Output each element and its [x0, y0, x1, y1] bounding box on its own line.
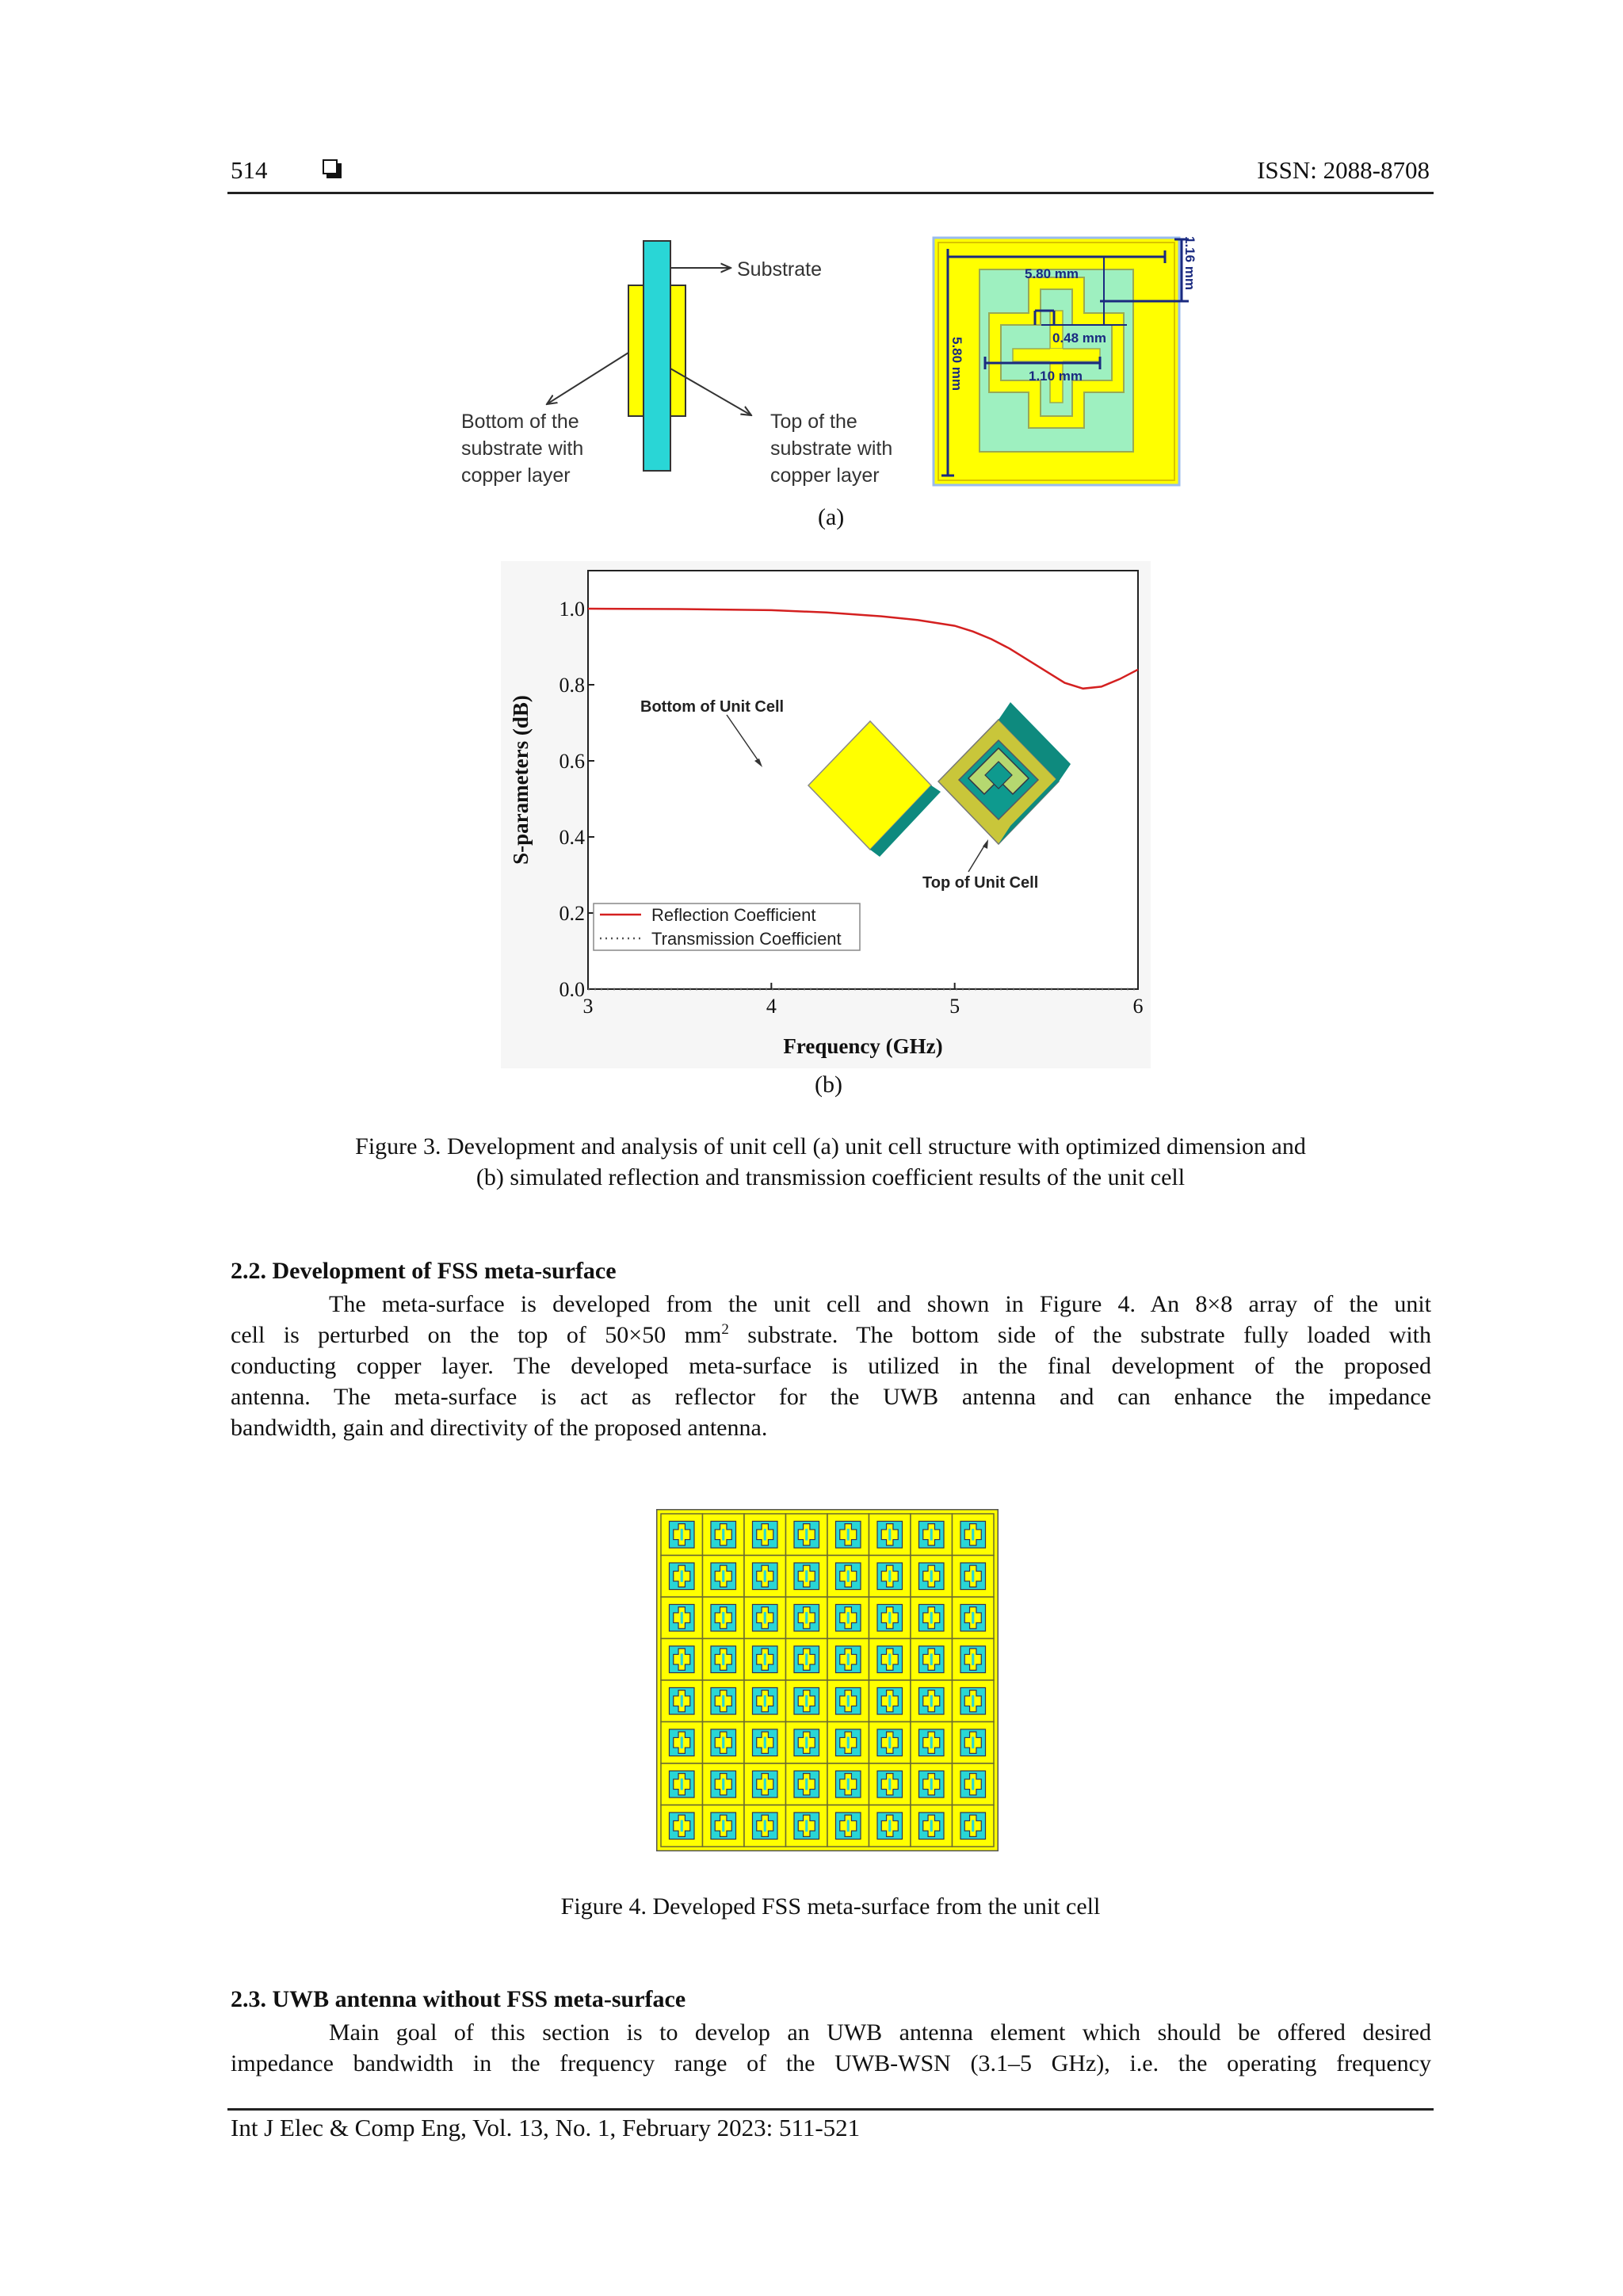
fss-unit-cell	[703, 1556, 745, 1598]
fss-unit-cell	[827, 1597, 869, 1639]
s22-line3: conducting copper layer. The developed meta-surface is utilized in the final development of the proposed	[231, 1353, 1431, 1379]
dim-arm-label: 1.10 mm	[1029, 369, 1083, 384]
legend-label-reflection: Reflection Coefficient	[651, 905, 816, 925]
x-tick-label: 5	[949, 995, 960, 1018]
fss-unit-cell	[953, 1556, 995, 1598]
s22-line4: antenna. The meta-surface is act as reflector for the UWB antenna and can enhance the impedance	[231, 1384, 1431, 1410]
fss-unit-cell	[744, 1763, 786, 1805]
fss-unit-cell	[786, 1556, 828, 1598]
figure4-fss-array	[656, 1509, 999, 1851]
fss-unit-cell	[827, 1514, 869, 1556]
fss-unit-cell	[786, 1680, 828, 1722]
fss-unit-cell	[869, 1556, 911, 1598]
fss-unit-cell	[911, 1597, 953, 1639]
fss-unit-cell	[953, 1722, 995, 1764]
s22-line1: The meta-surface is developed from the unit cell and shown in Figure 4. An 8×8 array of the unit	[329, 1291, 1431, 1317]
dim-slot-label: 0.48 mm	[1052, 330, 1107, 346]
fss-unit-cell	[703, 1639, 745, 1681]
figure3-caption-line1: Figure 3. Development and analysis of unit cell (a) unit cell structure with optimized dimension and	[355, 1133, 1306, 1159]
fss-unit-cell	[744, 1805, 786, 1847]
fss-unit-cell	[744, 1722, 786, 1764]
page-number: 514	[231, 156, 268, 184]
unit-cell-top-view	[934, 236, 1197, 485]
x-tick-label: 6	[1132, 995, 1144, 1018]
dim-width-label: 5.80 mm	[1025, 266, 1079, 281]
legend-label-transmission: Transmission Coefficient	[651, 929, 842, 949]
fss-unit-cell	[786, 1722, 828, 1764]
bottom-unit-cell-label: Bottom of Unit Cell	[640, 698, 785, 716]
y-tick-label: 0.0	[559, 978, 585, 1001]
fss-unit-cell	[786, 1763, 828, 1805]
section-2-3-heading: 2.3. UWB antenna without FSS meta-surface	[231, 1986, 686, 2012]
fss-unit-cell	[661, 1514, 703, 1556]
s22-superscript: 2	[721, 1321, 729, 1338]
bottom-label-3: copper layer	[461, 464, 571, 487]
fss-unit-cell	[786, 1639, 828, 1681]
top-label-1: Top of the	[770, 411, 857, 433]
fss-unit-cell	[911, 1805, 953, 1847]
fss-unit-cell	[703, 1805, 745, 1847]
issn: ISSN: 2088-8708	[1257, 156, 1430, 184]
fss-unit-cell	[661, 1763, 703, 1805]
s22-line2a: cell is perturbed on the top of 50×50 mm	[231, 1322, 722, 1348]
section-2-3-paragraph	[231, 2017, 1431, 2079]
figure3b-sublabel: (b)	[815, 1072, 842, 1098]
top-unit-cell-label: Top of Unit Cell	[922, 874, 1039, 892]
fss-unit-cell	[953, 1639, 995, 1681]
fss-unit-cell	[869, 1639, 911, 1681]
fss-unit-cell	[911, 1763, 953, 1805]
substrate-label: Substrate	[737, 258, 823, 281]
s23-line1: Main goal of this section is to develop an UWB antenna element which should be offered desired	[329, 2019, 1431, 2046]
fss-unit-cell	[953, 1763, 995, 1805]
y-tick-label: 1.0	[559, 598, 585, 621]
x-axis-label: Frequency (GHz)	[783, 1034, 943, 1058]
s23-line2: impedance bandwidth in the frequency range of the UWB-WSN (3.1–5 GHz), i.e. the operating frequency	[231, 2050, 1431, 2076]
fss-unit-cell	[744, 1556, 786, 1598]
bottom-label-1: Bottom of the	[461, 411, 579, 433]
fss-unit-cell	[703, 1597, 745, 1639]
fss-unit-cell	[953, 1597, 995, 1639]
y-tick-label: 0.2	[559, 902, 585, 925]
x-tick-label: 4	[766, 995, 777, 1018]
fss-unit-cell	[703, 1514, 745, 1556]
fss-unit-cell	[827, 1680, 869, 1722]
dim-gap-label: 1.16 mm	[1182, 236, 1197, 291]
fss-unit-cell	[661, 1722, 703, 1764]
fss-unit-cell	[703, 1763, 745, 1805]
fss-unit-cell	[703, 1680, 745, 1722]
bottom-arrow	[547, 353, 628, 404]
fss-unit-cell	[661, 1556, 703, 1598]
footer-citation: Int J Elec & Comp Eng, Vol. 13, No. 1, February 2023: 511-521	[231, 2114, 861, 2141]
fss-unit-cell	[744, 1639, 786, 1681]
fss-unit-cell	[869, 1805, 911, 1847]
fss-unit-cell	[869, 1722, 911, 1764]
fss-unit-cell	[744, 1680, 786, 1722]
figure4-caption: Figure 4. Developed FSS meta-surface from the unit cell	[560, 1893, 1101, 1920]
bottom-label-2: substrate with	[461, 437, 584, 460]
fss-unit-cell	[953, 1680, 995, 1722]
y-tick-label: 0.6	[559, 750, 585, 773]
top-label-2: substrate with	[770, 437, 893, 460]
dim-height-label: 5.80 mm	[949, 337, 964, 392]
y-axis-label: S-parameters (dB)	[509, 695, 533, 865]
fss-unit-cell	[703, 1722, 745, 1764]
fss-unit-cell	[827, 1556, 869, 1598]
fss-unit-cell	[869, 1597, 911, 1639]
fss-unit-cell	[869, 1514, 911, 1556]
fss-unit-cell	[661, 1639, 703, 1681]
fss-unit-cell	[911, 1639, 953, 1681]
section-2-2-heading: 2.2. Development of FSS meta-surface	[231, 1258, 617, 1284]
fss-unit-cell	[661, 1680, 703, 1722]
fss-unit-cell	[827, 1763, 869, 1805]
y-tick-label: 0.4	[559, 826, 585, 849]
fss-unit-cell	[786, 1514, 828, 1556]
fss-unit-cell	[827, 1722, 869, 1764]
fss-unit-cell	[827, 1805, 869, 1847]
figure3a-sublabel: (a)	[818, 504, 845, 530]
fss-unit-cell	[911, 1722, 953, 1764]
svg-text:Top of the substrate with	[770, 411, 898, 487]
svg-text:Bottom of the substrate wi	[461, 411, 589, 487]
footer-rule	[227, 2108, 1434, 2111]
fss-unit-cell	[786, 1805, 828, 1847]
s22-line5: bandwidth, gain and directivity of the proposed antenna.	[231, 1415, 768, 1441]
chart-legend	[594, 904, 860, 950]
y-tick-label: 0.8	[559, 674, 585, 697]
fss-unit-cell	[827, 1639, 869, 1681]
x-tick-label: 3	[582, 995, 594, 1018]
fss-unit-cell	[744, 1597, 786, 1639]
fss-unit-cell	[953, 1514, 995, 1556]
header-rule	[227, 192, 1434, 194]
fss-unit-cell	[786, 1597, 828, 1639]
fss-unit-cell	[744, 1514, 786, 1556]
fss-unit-cell	[661, 1597, 703, 1639]
header-square-icon	[323, 159, 342, 179]
section-2-2-paragraph	[231, 1289, 1431, 1443]
fss-unit-cell	[911, 1514, 953, 1556]
figure3b-chart	[501, 561, 1151, 1068]
fss-unit-cell	[869, 1763, 911, 1805]
fss-unit-cell	[911, 1680, 953, 1722]
fss-unit-cell	[953, 1805, 995, 1847]
figure3a	[444, 223, 1236, 493]
fss-unit-cell	[869, 1680, 911, 1722]
substrate-slab	[643, 241, 670, 471]
s22-line2b: substrate. The bottom side of the substrate fully loaded with	[728, 1322, 1432, 1348]
top-label-3: copper layer	[770, 464, 880, 487]
fss-unit-cell	[661, 1805, 703, 1847]
fss-unit-cell	[911, 1556, 953, 1598]
figure3-caption-line2: (b) simulated reflection and transmission coefficient results of the unit cell	[475, 1164, 1186, 1190]
